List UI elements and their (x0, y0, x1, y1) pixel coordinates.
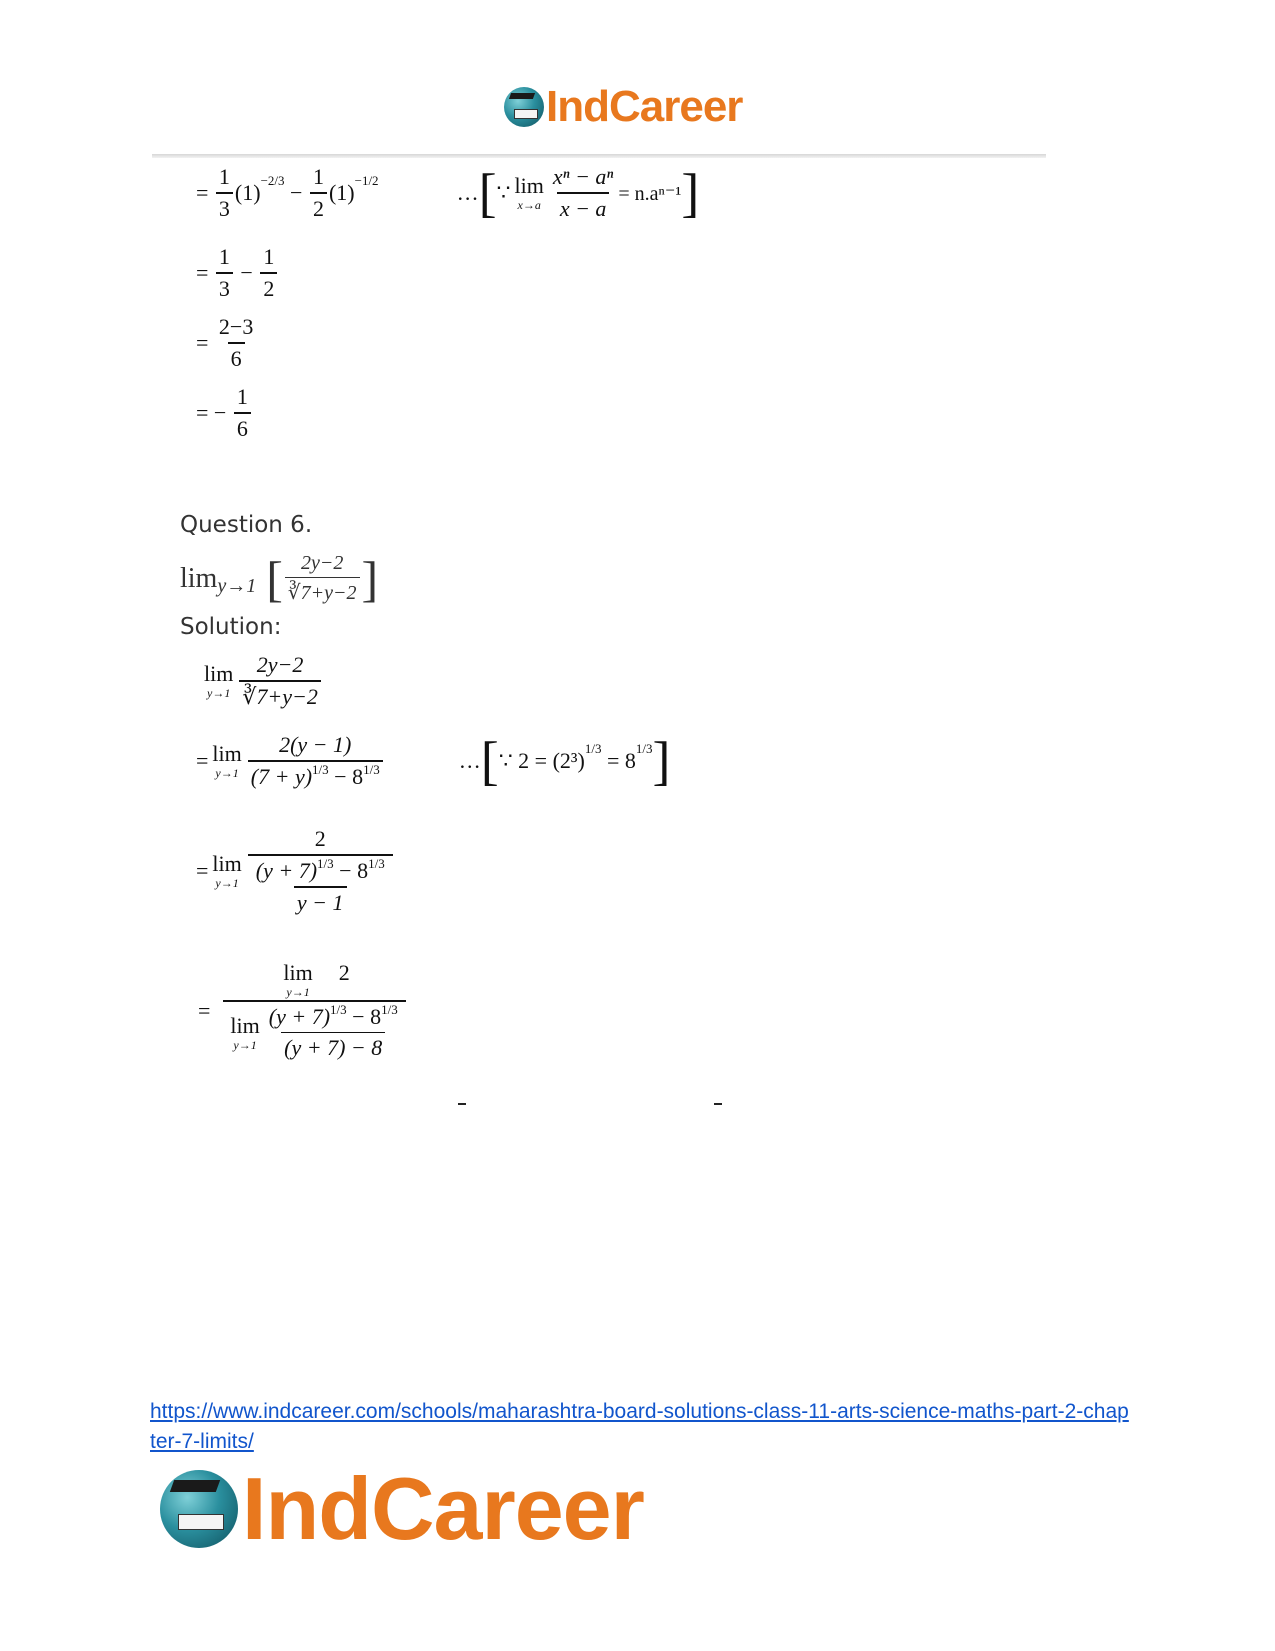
note-lim-sub: x→a (517, 198, 541, 212)
note-num: xⁿ − aⁿ (552, 164, 614, 189)
cropped-mark-right (714, 1103, 722, 1105)
header-logo-text: IndCareer (546, 82, 743, 131)
note-lim: lim (514, 173, 544, 198)
solution-step-1: lim y→1 $\frac{2y-2}{∛7+y-2}$ (200, 652, 323, 710)
s1-den: ∛7+y−2 (239, 680, 320, 710)
eq2-den-2: 2 (260, 272, 277, 302)
eq4-num: 1 (236, 384, 248, 409)
globe-graduation-cap-icon (504, 87, 544, 127)
eq3-den: 6 (228, 342, 245, 372)
source-url-link[interactable]: https://www.indcareer.com/schools/maharashtra-board-solutions-class-11-arts-science-maths-part-2-chapter-7-limits/ (150, 1400, 1129, 1453)
question-title: Question 6. (180, 512, 313, 538)
s3-num: 2 (314, 826, 326, 851)
solution-step-2: = lim y→1 $\frac{2(y - 1)}{(7 + y)^{1/3} - 8^{1/3}}$ … [ ∵ 2 = (2³) 1/3 = 8 1/3 ] (196, 731, 671, 791)
question-expression: lim y→1 [ $\frac{2y-2}{∛7+y-2}$ ] (180, 550, 379, 607)
solution-step-4: = lim y→1 2 lim y→1 $\frac{(y + 7)^{1/3} - 8^{1/3}}{(y + 7) - 8}$ (198, 960, 408, 1061)
s3-inner-den: y − 1 (294, 886, 347, 916)
globe-graduation-cap-icon (160, 1470, 238, 1548)
step-equation-1: = $\frac{1}{3}$ (1) −2/3 − $\frac{1}{2}$ (1) −1/2 … [ ∵ lim x→a $\frac{\text{xⁿ − aⁿ}}{x - a}$ = n.aⁿ⁻¹ ] (196, 163, 700, 223)
s4-den-den: (y + 7) − 8 (281, 1032, 385, 1061)
eq2-num-2: 1 (263, 244, 275, 269)
footer-logo (160, 1458, 644, 1560)
footer-logo-text: IndCareer (242, 1459, 644, 1558)
question-lim-sub: y→1 (217, 575, 257, 597)
limit-formula-note: [ ∵ lim x→a $\frac{\text{xⁿ − aⁿ}}{x - a}$ = n.aⁿ⁻¹ ] (478, 163, 700, 223)
note-den: x − a (557, 192, 610, 222)
cube-root-note: [ ∵ 2 = (2³) 1/3 = 8 1/3 ] (480, 731, 671, 791)
step-equation-2: = $\frac{1}{3}$ − $\frac{1}{2}$ (196, 244, 279, 302)
solution-label: Solution: (180, 614, 282, 640)
question-lim: lim (180, 562, 218, 594)
header-divider (152, 154, 1046, 158)
eq2-num-1: 1 (218, 244, 230, 269)
eq3-num: 2−3 (218, 314, 254, 339)
eq4-den: 6 (234, 412, 251, 442)
s4-num: 2 (338, 960, 350, 985)
question-den: ∛7+y−2 (285, 577, 360, 605)
header-logo (504, 82, 742, 132)
s2-num: 2(y − 1) (279, 732, 352, 757)
question-num: 2y−2 (301, 552, 344, 574)
cropped-mark-left (458, 1103, 466, 1105)
s1-num: 2y−2 (256, 652, 304, 677)
step-equation-4: = − $\frac{1}{6}$ (196, 384, 253, 442)
step-equation-3: = $\frac{2-3}{6}$ (196, 314, 258, 372)
note-rhs: = n.aⁿ⁻¹ (618, 182, 682, 205)
eq2-den-1: 3 (216, 272, 233, 302)
s2-note: ∵ 2 = (2³) (498, 748, 585, 773)
solution-step-3: = lim y→1 $\frac{2}{\frac{(y + 7)^{1/3} - 8^{1/3}}{y - 1}}$ (196, 826, 395, 916)
